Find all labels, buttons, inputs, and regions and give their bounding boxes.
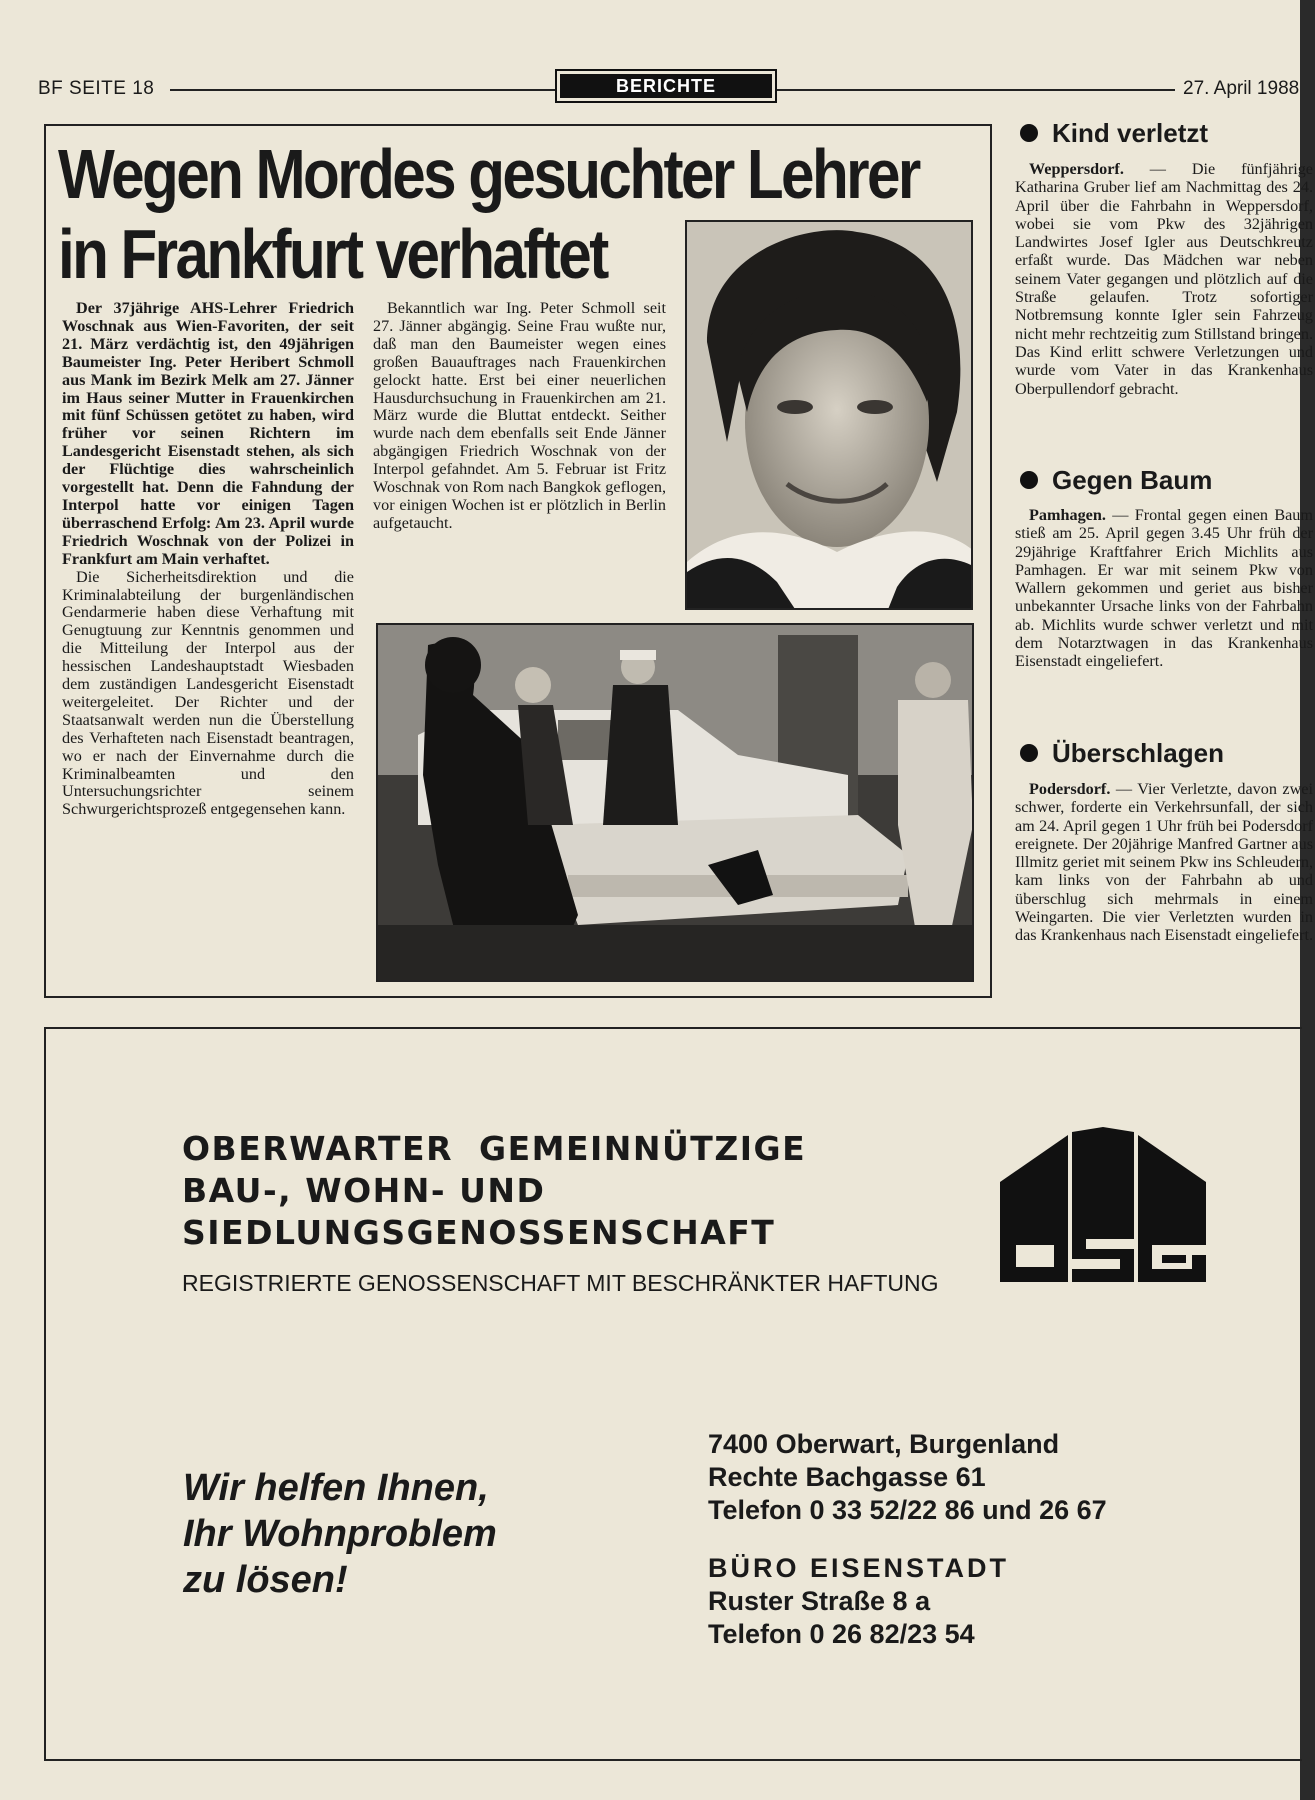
arrest-scene-photo bbox=[376, 623, 974, 982]
sidebar-heading-2: Gegen Baum bbox=[1020, 465, 1212, 496]
article-column-2 bbox=[373, 300, 666, 533]
branch-office-phone: Telefon 0 26 82/23 54 bbox=[708, 1619, 975, 1649]
sidebar-story-1 bbox=[1015, 160, 1313, 398]
head-office-street: Rechte Bachgasse 61 bbox=[708, 1462, 986, 1492]
sidebar-story-1-text: — Die fünfjährige Katharina Gruber lief am Nachmittag des 24. April über die Fahrbahn in Weppersdorf, wobei sie vom Pkw des 32jährigen Landwirtes Josef Igler aus Deutschkreutz erfaßt wurde. Das Mädchen war neben seinem Vater gegangen und plötzlich auf die Straße gelaufen. Trotz sofortiger Notbremsung konnte Igler sein Fahrzeug nicht mehr rechtzeitig zum Stillstand bringen. Das Kind erlitt schwere Verletzungen und wurde vom Vater in das Krankenhaus Oberpullendorf gebracht. bbox=[1015, 160, 1313, 398]
dateline-3: Podersdorf. bbox=[1029, 780, 1111, 798]
sidebar-heading-3: Überschlagen bbox=[1020, 738, 1224, 769]
header-rule-right bbox=[777, 89, 1175, 91]
bullet-icon bbox=[1020, 124, 1038, 142]
osg-house-logo-icon bbox=[1000, 1127, 1206, 1283]
head-office-phone: Telefon 0 33 52/22 86 und 26 67 bbox=[708, 1495, 1107, 1525]
slogan-line-1: Wir helfen Ihnen, bbox=[183, 1467, 489, 1509]
sidebar-story-2 bbox=[1015, 506, 1313, 671]
ad-title-line-1: OBERWARTER GEMEINNÜTZIGE bbox=[182, 1129, 807, 1168]
portrait-photo bbox=[685, 220, 973, 610]
dateline-2: Pamhagen. bbox=[1029, 506, 1106, 524]
osg-logo bbox=[1000, 1127, 1206, 1283]
sidebar-story-2-text: — Frontal gegen einen Baum stieß am 25. April gegen 3.45 Uhr früh der 29jährige Kraftfahrer Erich Michlits aus Pamhagen. Er war mit seinem Pkw von Wallern gekommen und geriet aus bisher unbekannter Ursache links von der Fahrbahn ab. Michlits wurde schwer verletzt und mit dem Notarztwagen in das Krankenhaus Eisenstadt eingeliefert. bbox=[1015, 506, 1313, 671]
article-column-1 bbox=[62, 300, 354, 819]
sidebar-story-3-text: — Vier Verletzte, davon zwei schwer, forderte ein Verkehrsunfall, der sich am 24. April gegen 1 Uhr früh bei Podersdorf ereignete. Der 20jährige Manfred Gartner aus Illmitz geriet mit seinem Pkw ins Schleudern, kam links von der Fahrbahn ab und überschlug sich mehrmals in einem Weingarten. Die vier Verletzten wurden in das Krankenhaus nach Eisenstadt eingeliefert. bbox=[1015, 780, 1313, 945]
sidebar-story-3 bbox=[1015, 780, 1313, 945]
header-rule-left bbox=[170, 89, 555, 91]
issue-date: 27. April 1988 bbox=[1183, 78, 1300, 99]
ad-title-line-2: BAU-, WOHN- UND bbox=[182, 1171, 546, 1210]
ad-branch-office bbox=[708, 1552, 1009, 1651]
section-label: BERICHTE bbox=[560, 74, 772, 98]
ad-title-line-3: SIEDLUNGSGENOSSENSCHAFT bbox=[182, 1213, 776, 1252]
bullet-icon bbox=[1020, 471, 1038, 489]
ad-slogan bbox=[183, 1465, 497, 1603]
article-continuation: Bekanntlich war Ing. Peter Schmoll seit 27. Jänner abgängig. Seine Frau wußte nur, daß man den Baumeister wegen eines großen Bauauftrages nach Frauenkirchen gelockt hatte. Erst bei einer neuerlichen Hausdurchsuchung in Frauenkirchen am 21. März wurde die Bluttat entdeckt. Seither wurde nach dem ebenfalls seit Ende Jänner abgängigen Friedrich Woschnak von der Interpol gefahndet. Am 5. Februar ist Fritz Woschnak von Rom nach Bangkok geflogen, vor einigen Wochen ist er plötzlich in Berlin aufgetaucht. bbox=[373, 299, 666, 532]
portrait-image bbox=[687, 222, 973, 610]
section-ribbon bbox=[555, 69, 777, 103]
page-number: BF SEITE 18 bbox=[38, 78, 155, 99]
bullet-icon bbox=[1020, 744, 1038, 762]
sidebar-heading-1: Kind verletzt bbox=[1020, 118, 1208, 149]
article-body: Die Sicherheitsdirektion und die Kriminalabteilung der burgenländischen Gendarmerie haben diese Verhaftung mit Genugtuung zur Kenntnis genommen und die Mitteilung der Interpol aus der hessischen Landeshauptstadt Wiesbaden dem zuständigen Landesgericht Eisenstadt weitergeleitet. Der Richter und der Staatsanwalt werden nun die Überstellung des Verhafteten nach Eisenstadt beantragen, wo er nach der Einvernahme durch die Kriminalbeamten und den Untersuchungsrichter seinem Schwurgerichtsprozeß entgegensehen kann. bbox=[62, 567, 354, 819]
ad-head-office bbox=[708, 1428, 1107, 1527]
ad-legal-form: REGISTRIERTE GENOSSENSCHAFT MIT BESCHRÄNKTER HAFTUNG bbox=[182, 1270, 939, 1296]
arrest-scene-image bbox=[378, 625, 974, 982]
branch-office-street: Ruster Straße 8 a bbox=[708, 1586, 931, 1616]
slogan-line-3: zu lösen! bbox=[183, 1559, 348, 1601]
headline-line-1: Wegen Mordes gesuchter Lehrer bbox=[58, 135, 919, 213]
dateline-1: Weppersdorf. bbox=[1029, 160, 1124, 178]
head-office-city: 7400 Oberwart, Burgenland bbox=[708, 1429, 1060, 1459]
slogan-line-2: Ihr Wohnproblem bbox=[183, 1513, 497, 1555]
ad-company-name bbox=[182, 1128, 806, 1254]
branch-office-title: BÜRO EISENSTADT bbox=[708, 1553, 1010, 1583]
headline-line-2: in Frankfurt verhaftet bbox=[58, 215, 607, 293]
article-lead: Der 37jährige AHS-Lehrer Friedrich Woschnak aus Wien-Favoriten, der seit 21. März verdächtig ist, den 49jährigen Baumeister Ing. Peter Heribert Schmoll aus Mank im Bezirk Melk am 27. Jänner im Haus seiner Mutter in Frauenkirchen mit fünf Schüssen getötet zu haben, wird früher vor seinen Richtern im Landesgericht Eisenstadt stehen, als sich der Flüchtige dies wahrscheinlich vorgestellt hat. Denn die Fahndung der Interpol hatte vor einigen Tagen überraschend Erfolg: Am 23. April wurde Friedrich Woschnak von der Polizei in Frankfurt am Main verhaftet. bbox=[62, 299, 354, 568]
